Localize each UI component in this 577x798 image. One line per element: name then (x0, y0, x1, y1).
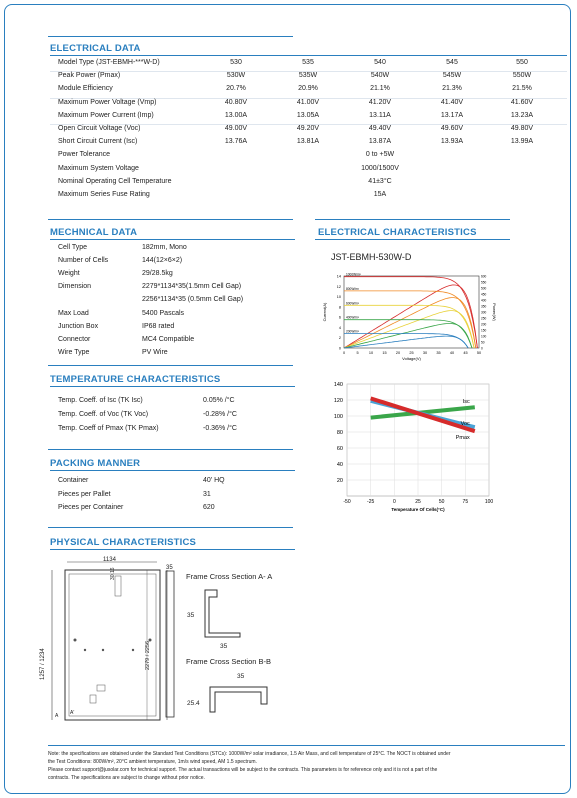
electrical-row-value: 49.20V (296, 125, 320, 132)
dim-depth: 35 (166, 565, 173, 571)
electrical-row-value: 21.1% (370, 85, 390, 93)
mechanical-label: Wire Type (58, 348, 90, 356)
iv-x-tick: 10 (368, 351, 374, 355)
section-b-drawing (205, 682, 275, 722)
electrical-row-value: 13.17A (440, 111, 464, 119)
temp-x-tick: -25 (367, 499, 375, 505)
electrical-row-value: 49.80V (510, 125, 534, 132)
electrical-shared-label: Maximum Series Fuse Rating (58, 191, 150, 198)
top-rule (48, 36, 293, 37)
electrical-row-value: 21.3% (442, 85, 462, 93)
note-line: contracts. The specifications are subject to change without prior notice. (48, 775, 205, 781)
section-b-title: Frame Cross Section B-B (186, 657, 272, 666)
iv-y2-tick: 600 (481, 274, 487, 279)
elec-char-rule (315, 239, 510, 240)
electrical-row-value: 13.76A (224, 138, 248, 146)
temp-y-tick: 140 (333, 382, 343, 388)
mechanical-value: IP68 rated (142, 322, 175, 330)
note-line: Please contact support@jusolar.com for technical support. The actual transactions will be subject to the contracts. This parameters is for reference only and it is not a part of the (48, 767, 438, 773)
electrical-shared-value: 1000/1500V (361, 164, 399, 172)
electrical-row-value: 535W (298, 72, 318, 80)
temp-series-label: Isc (462, 399, 470, 406)
electrical-row-value: 13.93A (440, 138, 464, 146)
electrical-row-value: 540W (370, 72, 390, 80)
mechanical-value: 29/28.5kg (142, 270, 173, 278)
iv-y2-tick: 250 (481, 316, 487, 321)
temp-y-tick: 60 (336, 446, 343, 452)
electrical-row-value: 49.60V (440, 125, 464, 132)
temperature-rule (50, 386, 295, 387)
temperature-value: -0.28% /°C (203, 410, 237, 418)
section-a-dim1: 35 (187, 612, 195, 619)
electrical-row-value: 20.7% (226, 85, 246, 93)
electrical-row-value: 535 (302, 59, 314, 66)
temperature-title: TEMPERATURE CHARACTERISTICS (50, 374, 221, 385)
packing-label: Container (58, 477, 89, 484)
iv-series-label: 200W/m² (346, 329, 359, 334)
electrical-row-value: 540 (374, 59, 386, 66)
mechanical-label: Number of Cells (58, 257, 109, 265)
iv-x-tick: 45 (463, 351, 468, 355)
electrical-row-value: 41.60V (510, 98, 534, 106)
electrical-row-value: 13.87A (368, 138, 392, 146)
section-a-title: Frame Cross Section A- A (186, 572, 273, 581)
side-profile (163, 568, 179, 720)
temperature-label: Temp. Coeff. of Isc (TK Isc) (58, 397, 143, 404)
temp-xlabel: Temperature Of Cells(°C) (391, 507, 445, 512)
temperature-value: 0.05% /°C (203, 397, 235, 404)
iv-x-tick: 0 (342, 351, 346, 355)
note-line: the Test Conditions: 800W/m², 20°C ambient temperature, 1m/s wind speed, AM 1.5 spectrum. (48, 759, 257, 765)
electrical-row-label: Peak Power (Pmax) (58, 72, 121, 80)
electrical-shared-label: Nominal Operating Cell Temperature (58, 177, 172, 185)
iv-x-tick: 15 (382, 351, 387, 355)
dim-small: 30.16 (110, 567, 116, 580)
electrical-row-value: 545 (446, 59, 458, 66)
iv-y-tick: 4 (338, 325, 341, 330)
mark-a-prime: A' (70, 710, 75, 716)
iv-y2-tick: 0 (481, 346, 483, 351)
physical-title: PHYSICAL CHARACTERISTICS (50, 537, 197, 548)
power-curve (344, 311, 474, 348)
electrical-row-label: Module Efficiency (58, 85, 113, 93)
iv-y2-tick: 400 (481, 298, 487, 303)
electrical-row-value: 40.80V (224, 98, 248, 106)
iv-series-label: 600W/m² (346, 301, 359, 306)
iv-y2-tick: 100 (481, 334, 487, 339)
iv-curve (344, 305, 474, 348)
phys-top-rule (48, 527, 293, 528)
iv-series-label: 1000W/m² (346, 272, 361, 277)
mark-a: A (55, 713, 59, 719)
electrical-shared-value: 15A (373, 191, 387, 198)
iv-x-tick: 30 (422, 351, 428, 355)
char-top-rule (315, 219, 510, 220)
electrical-row-value: 49.40V (368, 125, 392, 132)
iv-y2-tick: 200 (481, 322, 487, 327)
iv-y-tick: 0 (338, 346, 341, 351)
section-b-dim2: 25.4 (187, 700, 200, 707)
electrical-row-label: Maximum Power Current (Imp) (58, 111, 154, 119)
temp-series-label: Pmax (455, 435, 470, 442)
electrical-row-value: 13.05A (296, 111, 320, 119)
section-b-dim1: 35 (237, 673, 245, 680)
dim-width: 1134 (103, 557, 116, 563)
electrical-row-label: Maximum Power Voltage (Vmp) (58, 98, 157, 106)
iv-chart (318, 268, 498, 368)
iv-y2label: Power(W) (492, 303, 497, 321)
electrical-row-value: 13.81A (296, 138, 320, 146)
elec-char-title: ELECTRICAL CHARACTERISTICS (318, 227, 477, 238)
section-a-drawing (195, 585, 255, 645)
iv-y-tick: 2 (338, 336, 341, 341)
iv-y2-tick: 300 (481, 310, 487, 315)
power-curve (344, 336, 468, 348)
dim-height2: 2279 / 2256 (145, 640, 151, 670)
temp-x-tick: -50 (343, 499, 351, 505)
temp-y-tick: 100 (333, 414, 343, 420)
iv-y2-tick: 50 (481, 340, 485, 345)
temp-x-tick: 25 (415, 499, 421, 505)
iv-xlabel: Voltage(V) (402, 356, 421, 361)
mech-top-rule (48, 219, 293, 220)
temperature-value: -0.36% /°C (203, 424, 237, 432)
electrical-row-label: Open Circuit Voltage (Voc) (58, 125, 141, 132)
mechanical-value: 182mm, Mono (142, 244, 187, 251)
packing-value: 31 (203, 490, 211, 498)
temperature-label: Temp. Coeff of Pmax (TK Pmax) (58, 424, 159, 432)
iv-y2-tick: 500 (481, 286, 487, 291)
section-a-dim2: 35 (220, 643, 228, 650)
iv-series-label: 400W/m² (346, 315, 359, 320)
temp-y-tick: 20 (336, 478, 343, 484)
temp-y-tick: 40 (336, 462, 343, 468)
electrical-row-value: 13.23A (510, 111, 534, 119)
electrical-row-value: 41.20V (368, 98, 392, 106)
electrical-row-value: 545W (442, 72, 462, 80)
electrical-row-value: 41.40V (440, 98, 464, 106)
iv-x-tick: 40 (449, 351, 455, 355)
mechanical-value: 2256*1134*35 (0.5mm Cell Gap) (142, 296, 244, 304)
temp-x-tick: 50 (438, 499, 445, 505)
packing-value: 620 (203, 504, 215, 511)
iv-x-tick: 50 (476, 351, 482, 355)
electrical-row-value: 550W (512, 72, 532, 80)
mechanical-rule (50, 239, 295, 240)
iv-y2-tick: 450 (481, 292, 487, 297)
electrical-shared-label: Maximum System Voltage (58, 164, 139, 172)
mechanical-value: PV Wire (142, 348, 168, 356)
packing-label: Pieces per Pallet (58, 490, 111, 498)
mechanical-value: 5400 Pascals (142, 309, 185, 317)
iv-x-tick: 20 (395, 351, 401, 355)
mechanical-label: Junction Box (58, 322, 99, 330)
physical-rule (50, 549, 295, 550)
electrical-shared-value: 0 to +5W (365, 151, 395, 159)
notes-rule (48, 745, 565, 746)
electrical-row-value: 13.00A (224, 111, 248, 119)
electrical-row-value: 550 (516, 59, 528, 66)
pack-top-rule (48, 449, 293, 450)
temp-x-tick: 75 (462, 499, 469, 505)
mechanical-label: Max Load (58, 309, 89, 317)
electrical-title: ELECTRICAL DATA (50, 43, 141, 54)
packing-value: 40' HQ (203, 477, 225, 484)
iv-y2-tick: 350 (481, 304, 487, 309)
iv-y-tick: 12 (336, 284, 341, 289)
iv-series-label: 800W/m² (346, 286, 359, 291)
packing-title: PACKING MANNER (50, 458, 141, 469)
packing-rule (50, 470, 295, 471)
dim-height: 1257 / 1234 (40, 648, 46, 680)
electrical-row-value: 13.99A (510, 138, 534, 146)
mechanical-label: Dimension (58, 283, 92, 291)
temp-top-rule (48, 365, 293, 366)
mechanical-label: Weight (58, 270, 80, 278)
iv-y-tick: 10 (336, 295, 341, 300)
iv-x-tick: 35 (436, 351, 441, 355)
elec-char-model: JST-EBMH-530W-D (331, 252, 412, 262)
packing-label: Pieces per Container (58, 504, 124, 511)
temp-y-tick: 80 (336, 430, 343, 436)
note-line: Note: the specifications are obtained under the Standard Test Conditions (STCs): 1000W/m² solar irradiance, 1.5 Air Mass, and cell temperature of 25°C. The NOCT is obtained under (48, 751, 451, 757)
iv-y2-tick: 150 (481, 328, 487, 333)
electrical-shared-value: 41±3°C (368, 177, 392, 185)
electrical-shared-label: Power Tolerance (58, 151, 111, 159)
iv-ylabel: Current(A) (322, 302, 327, 322)
temp-x-tick: 0 (392, 499, 396, 505)
electrical-row-value: 20.9% (298, 85, 318, 93)
electrical-row-value: 13.11A (369, 111, 391, 119)
electrical-row-value: 530W (226, 72, 246, 80)
temperature-label: Temp. Coeff. of Voc (TK Voc) (58, 410, 149, 418)
temp-chart (325, 378, 500, 513)
iv-x-tick: 25 (409, 351, 414, 355)
iv-y-tick: 14 (336, 274, 341, 279)
iv-plot-area (344, 276, 479, 348)
electrical-row-label: Model Type (JST-EBMH-***W-D) (58, 59, 160, 66)
mechanical-value: 144(12×6×2) (142, 257, 183, 265)
electrical-row-value: 49.00V (224, 125, 248, 132)
electrical-row-value: 41.00V (296, 98, 320, 106)
mechanical-value: 2279*1134*35(1.5mm Cell Gap) (142, 283, 242, 291)
mechanical-title: MECHNICAL DATA (50, 227, 138, 238)
mechanical-label: Connector (58, 335, 91, 343)
mechanical-label: Cell Type (58, 244, 88, 251)
electrical-row-value: 21.5% (512, 85, 532, 93)
temp-y-tick: 120 (333, 398, 343, 404)
electrical-rule (50, 55, 567, 56)
electrical-row-value: 530 (230, 59, 242, 66)
iv-x-tick: 5 (356, 351, 359, 355)
temp-x-tick: 100 (484, 499, 494, 505)
iv-y2-tick: 550 (481, 280, 487, 285)
iv-y-tick: 6 (338, 315, 341, 320)
electrical-row-label: Short Circuit Current (Isc) (58, 138, 138, 146)
temp-series-label: Voc (460, 421, 470, 428)
mechanical-value: MC4 Compatible (142, 335, 195, 343)
iv-y-tick: 8 (338, 305, 341, 310)
